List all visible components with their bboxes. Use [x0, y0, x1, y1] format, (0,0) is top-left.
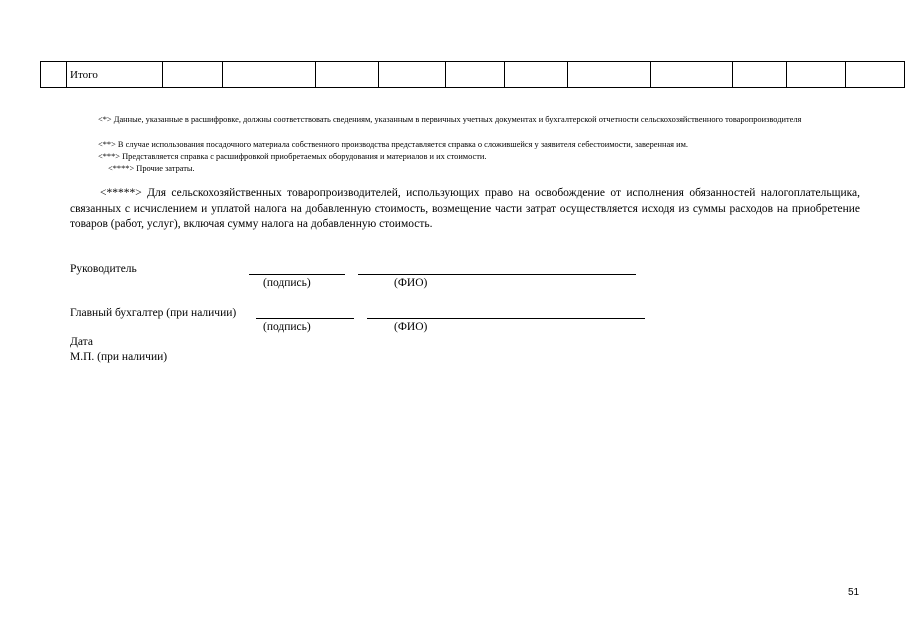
table-cell-total-label: Итого: [67, 62, 163, 88]
head-label: Руководитель: [70, 263, 137, 275]
table-cell-number: [41, 62, 67, 88]
footnote-1: <*> Данные, указанные в расшифровке, должны соответствовать сведениям, указанным в первичных учетных документах и бухгалтерской отчетности сельскохозяйственного товаропроизводителя: [98, 115, 802, 124]
page-number: 51: [848, 587, 860, 598]
footnote-5: <*****> Для сельскохозяйственных товаропроизводителей, использующих право на освобождение от исполнения обязанностей налогоплательщика, связанных с исчислением и уплатой налога на добавленную стоимость, возмещение части затрат осуществляется исходя из суммы расходов на приобретение товаров (работ, услуг), включая сумму налога на добавленную стоимость.: [70, 187, 860, 230]
table-cell: [379, 62, 446, 88]
head-signature-line: [249, 274, 345, 275]
accountant-label: Главный бухгалтер (при наличии): [70, 307, 237, 319]
accountant-signature-caption: (подпись): [263, 321, 311, 333]
date-label: Дата: [70, 336, 93, 348]
accountant-signature-line: [256, 318, 354, 319]
table-row-total: [41, 62, 905, 88]
accountant-name-caption: (ФИО): [394, 321, 428, 333]
table-cell: [316, 62, 379, 88]
head-name-caption: (ФИО): [394, 277, 428, 289]
footnote-4: <****> Прочие затраты.: [108, 164, 195, 173]
table-cell: [651, 62, 733, 88]
table-cell: [446, 62, 505, 88]
total-table: [40, 61, 905, 88]
table-cell: [223, 62, 316, 88]
table-cell: [163, 62, 223, 88]
footnote-3: <***> Представляется справка с расшифровкой приобретаемых оборудования и материалов и их стоимости.: [98, 152, 487, 161]
table-cell: [505, 62, 568, 88]
table-cell: [568, 62, 651, 88]
table-cell: [846, 62, 905, 88]
head-name-line: [358, 274, 636, 275]
table-cell: [787, 62, 846, 88]
stamp-label: М.П. (при наличии): [70, 351, 168, 363]
head-signature-caption: (подпись): [263, 277, 311, 289]
table-cell: [733, 62, 787, 88]
footnote-2: <**> В случае использования посадочного материала собственного производства представляется справка о сложившейся у заявителя себестоимости, заверенная им.: [98, 140, 689, 149]
accountant-name-line: [367, 318, 645, 319]
